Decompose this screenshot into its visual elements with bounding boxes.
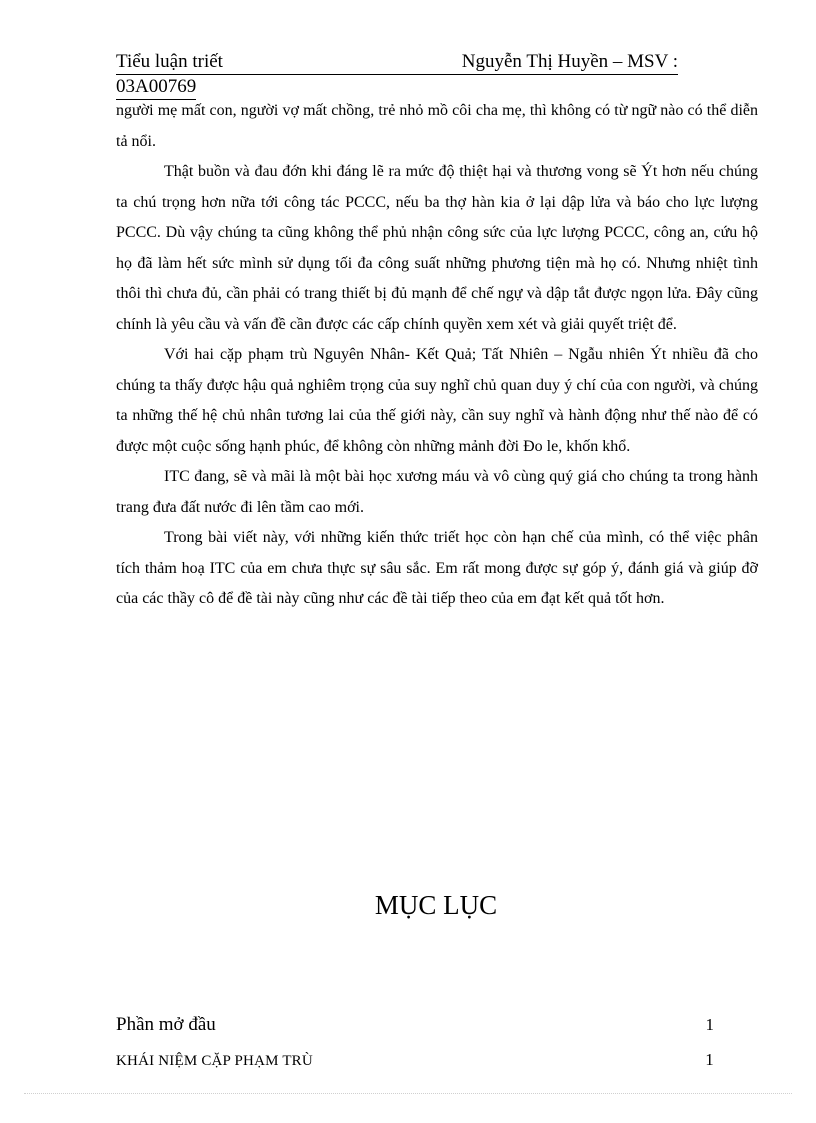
paragraph: Với hai cặp phạm trù Nguyên Nhân- Kết Quả; Tất Nhiên – Ngẫu nhiên Ýt nhiều đã cho chúng ta thấy được hậu quả nghiêm trọng của suy nghĩ chủ quan duy ý chí của con người, và chúng ta những thế hệ chủ nhân tương lai của thế giới này, cần suy nghĩ và hành động như thế nào để có được một cuộc sống hạnh phúc, để không còn những mảnh đời Đo le, khốn khổ. — [116, 346, 758, 455]
page-header — [116, 50, 678, 100]
header-left-title: Tiểu luận triết — [116, 51, 223, 72]
toc-entry[interactable] — [116, 1014, 718, 1050]
paragraph: Trong bài viết này, với những kiến thức triết học còn hạn chế của mình, có thể việc phân tích thảm hoạ ITC của em chưa thực sự sâu sắc. Em rất mong được sự góp ý, đánh giá và giúp đỡ của các thầy cô để đề tài này cũng như các đề tài tiếp theo của em đạt kết quả tốt hơn. — [116, 529, 758, 607]
header-line — [116, 50, 678, 75]
paragraph: ITC đang, sẽ và mãi là một bài học xương máu và vô cùng quý giá cho chúng ta trong hành trang đưa đất nước đi lên tầm cao mới. — [116, 468, 758, 516]
header-author: Nguyễn Thị Huyền – MSV : — [461, 51, 678, 72]
paragraph-continued: người mẹ mất con, người vợ mất chồng, trẻ nhỏ mồ côi cha mẹ, thì không có từ ngữ nào có thể diễn tả nổi. — [116, 102, 758, 150]
paragraph: Thật buồn và đau đớn khi đáng lẽ ra mức độ thiệt hại và thương vong sẽ Ýt hơn nếu chúng ta chú trọng hơn nữa tới công tác PCCC, nếu ba thợ hàn kia ở lại dập lửa và báo cho lực lượng PCCC. Dù vậy chúng ta cũng không thể phủ nhận công sức của lực lượng PCCC, công an, cứu hộ họ đã làm hết sức mình sử dụng tối đa công suất những phương tiện mà họ có. Nhưng nhiệt tình thôi thì chưa đủ, cần phải có trang thiết bị đủ mạnh để chế ngự và dập tắt được ngọn lửa. Đây cũng chính là yêu cầu và vấn đề cần được các cấp chính quyền xem xét và giải quyết triệt để. — [116, 163, 758, 333]
header-student-id: 03A00769 — [116, 75, 196, 100]
toc-title: MỤC LỤC — [374, 890, 498, 920]
toc-entry-label: KHÁI NIỆM CẶP PHẠM TRÙ — [116, 1053, 313, 1069]
toc-entry-label: Phần mở đầu — [116, 1014, 216, 1035]
page-bottom-divider — [24, 1093, 792, 1094]
table-of-contents — [116, 1014, 718, 1078]
toc-entry[interactable] — [116, 1050, 718, 1078]
document-body — [116, 96, 758, 615]
toc-entry-page: 1 — [705, 1015, 714, 1034]
toc-entry-page: 1 — [705, 1050, 714, 1069]
